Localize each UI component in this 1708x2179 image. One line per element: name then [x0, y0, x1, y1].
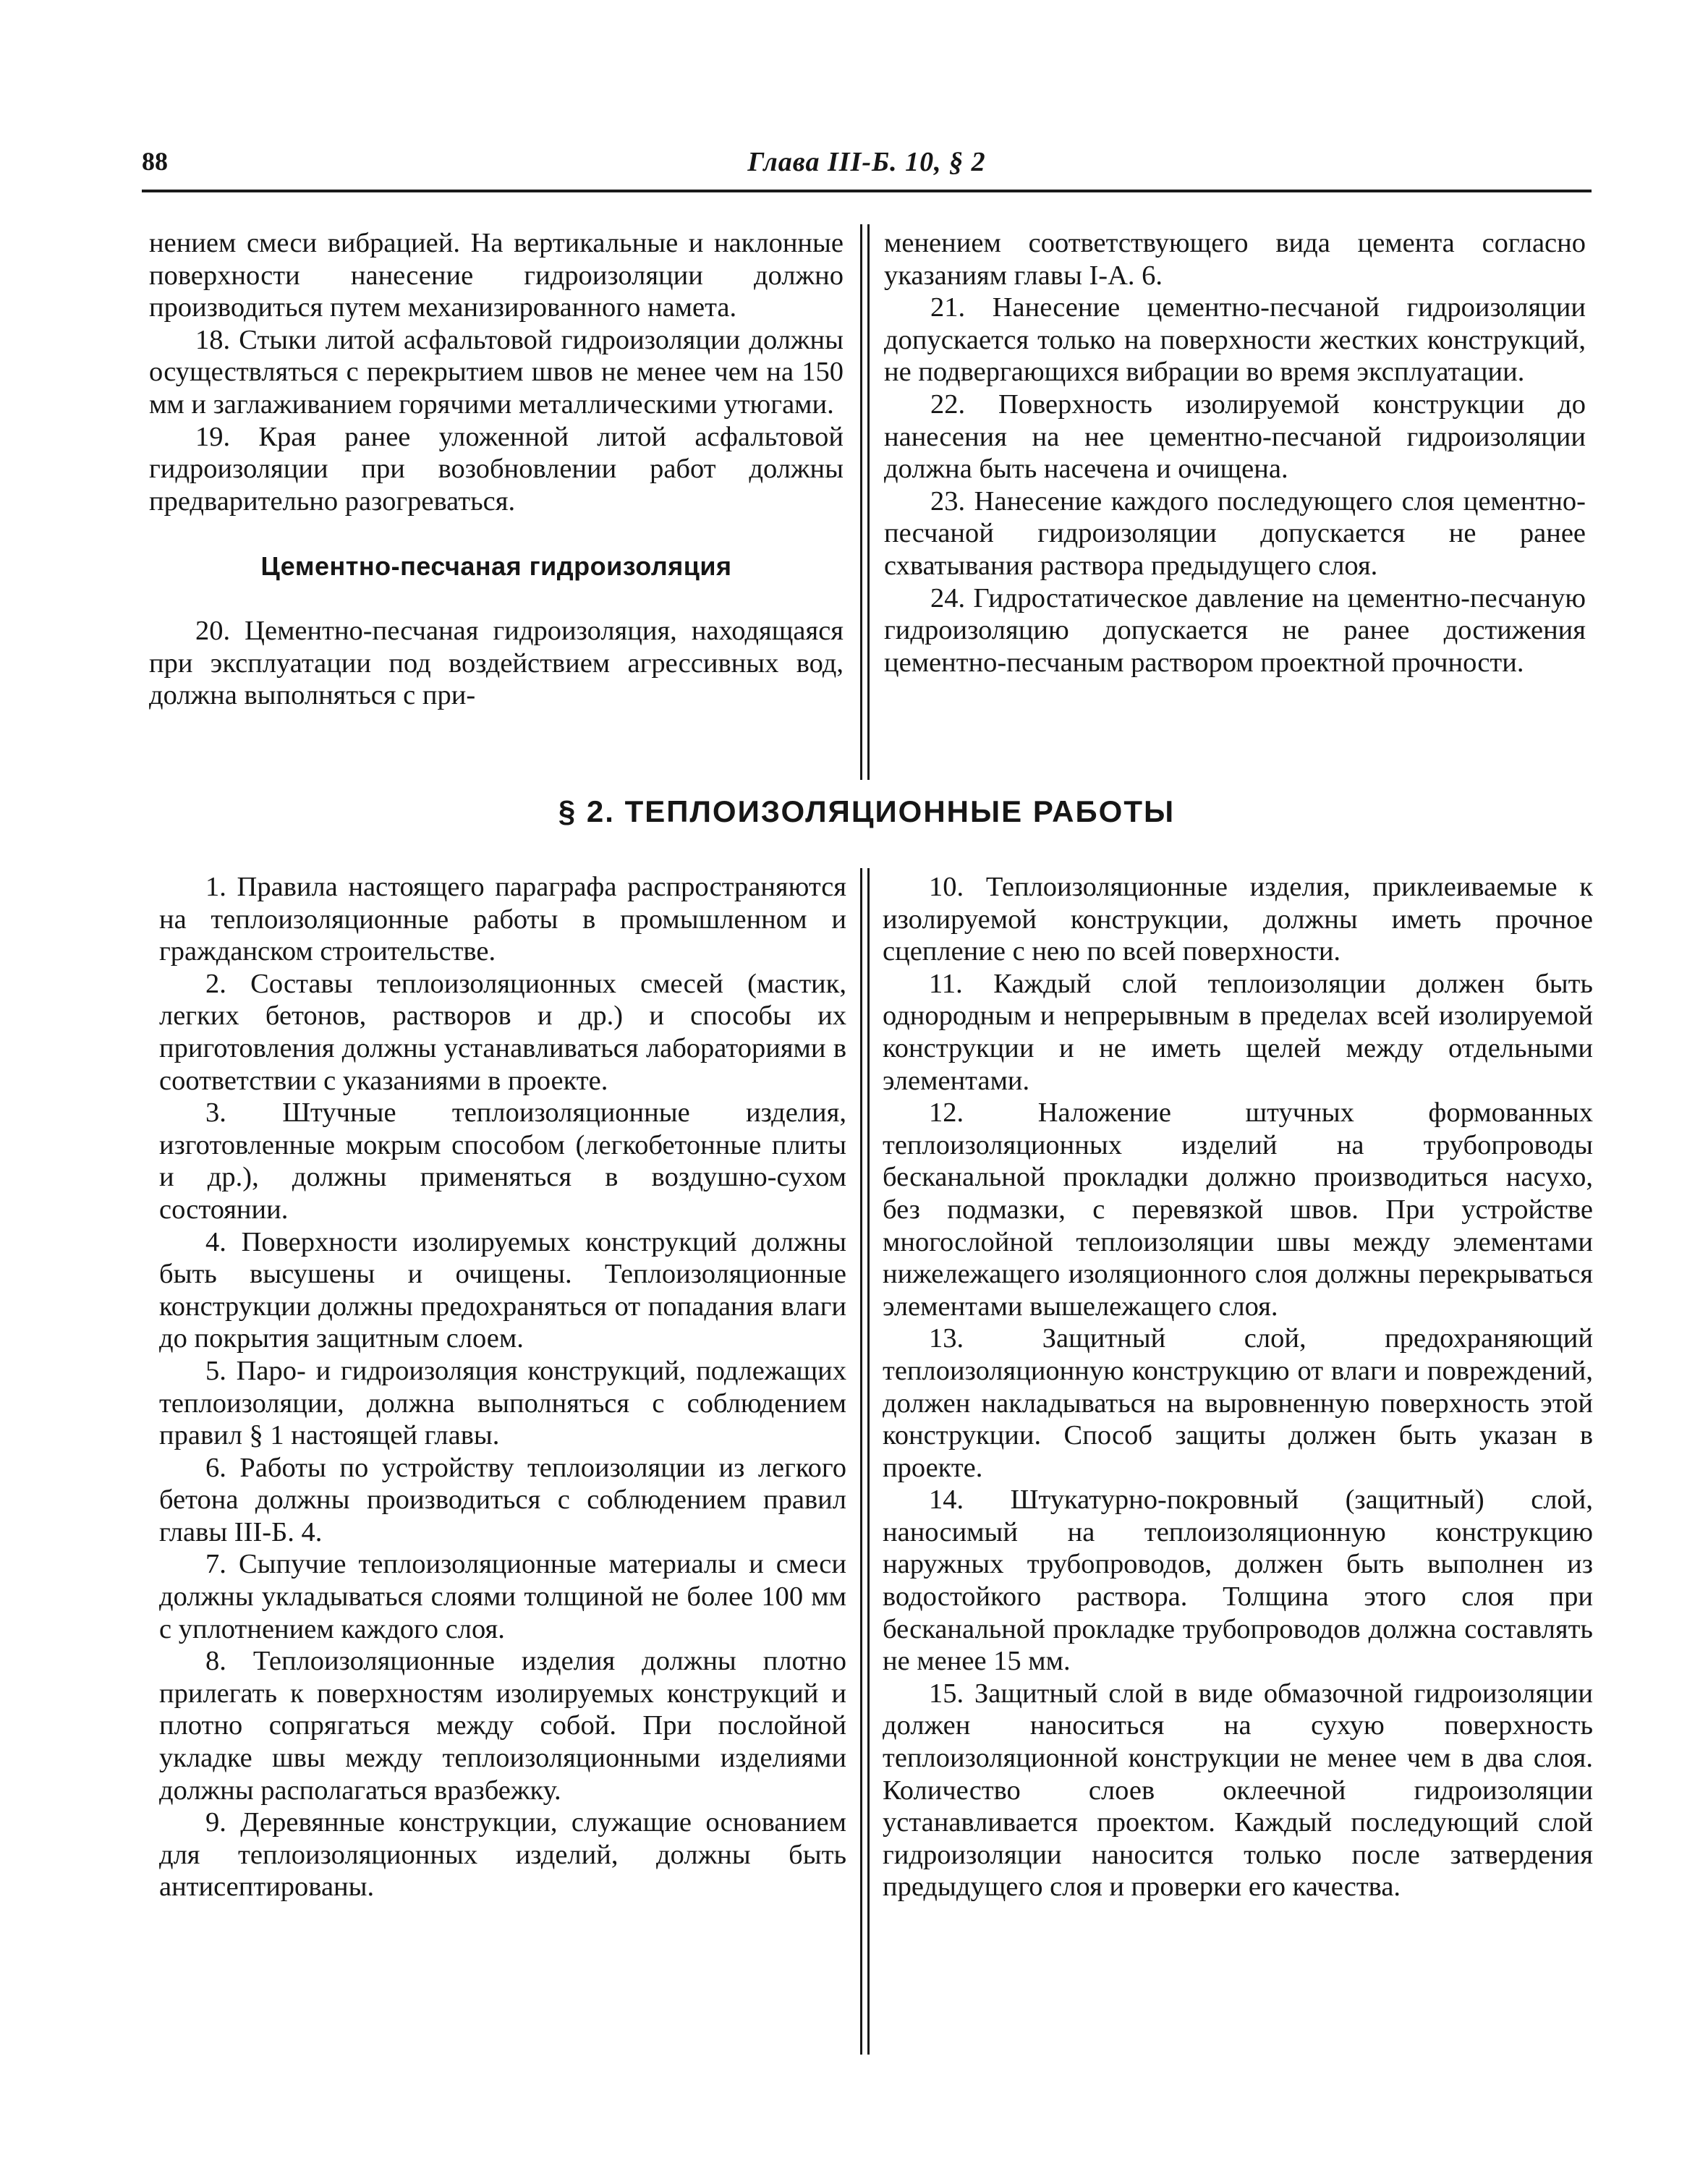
running-head	[142, 137, 1592, 182]
paragraph-2: 2. Составы теплоизоляционных смесей (мастик, легких бетонов, растворов и др.) и способы их приготовления должны устанавливаться лабораториями в соответствии с указаниями в проекте.	[159, 968, 846, 1096]
paragraph-18: 18. Стыки литой асфальтовой гидроизоляции должны осуществляться с перекрытием швов не менее чем на 150 мм и заглаживанием горячими металлическими утюгами.	[149, 324, 844, 420]
paragraph-continuation: нением смеси вибрацией. На вертикальные и наклонные поверхности нанесение гидроизоляции должно производиться путем механизированного намета.	[149, 228, 844, 323]
top-right-column	[884, 227, 1586, 679]
subsection-heading: Цементно-песчаная гидроизоляция	[260, 551, 732, 582]
paragraph-20: 20. Цементно-песчаная гидроизоляция, находящаяся при эксплуатации под воздействием агрессивных вод, должна выполняться с при-	[149, 615, 844, 711]
paragraph-19: 19. Края ранее уложенной литой асфальтовой гидроизоляции при возобновлении работ должны предварительно разогреваться.	[149, 421, 844, 517]
chapter-reference: Глава III-Б. 10, § 2	[747, 147, 986, 177]
paragraph-13: 13. Защитный слой, предохраняющий теплоизоляционную конструкцию от влаги и повреждений, должен накладываться на выровненную поверхность этой конструкции. Способ защиты должен быть указан в проекте.	[883, 1323, 1593, 1483]
column-divider	[867, 224, 870, 780]
column-divider	[860, 868, 862, 2055]
paragraph-5: 5. Паро- и гидроизоляция конструкций, подлежащих теплоизоляции, должна выполняться с соблюдением правил § 1 настоящей главы.	[159, 1355, 846, 1451]
bottom-right-column	[883, 871, 1593, 1903]
paragraph-3: 3. Штучные теплоизоляционные изделия, изготовленные мокрым способом (легкобетонные плиты и др.), должны применяться в воздушно-сухом состоянии.	[159, 1097, 846, 1225]
paragraph-23: 23. Нанесение каждого последующего слоя цементно-песчаной гидроизоляции допускается не ранее схватывания раствора предыдущего слоя.	[884, 485, 1586, 581]
paragraph-15: 15. Защитный слой в виде обмазочной гидроизоляции должен наноситься на сухую поверхность теплоизоляционной конструкции не менее чем в два слоя. Количество слоев оклеечной гидроизоляции устанавливается проектом. Каждый последующий слой гидроизоляции наносится только после затвердения предыдущего слоя и проверки его качества.	[883, 1678, 1593, 1903]
paragraph-10: 10. Теплоизоляционные изделия, приклеиваемые к изолируемой конструкции, должны иметь прочное сцепление с нею по всей поверхности.	[883, 872, 1593, 967]
paragraph-9: 9. Деревянные конструкции, служащие основанием для теплоизоляционных изделий, должны быть антисептированы.	[159, 1807, 846, 1903]
paragraph-7: 7. Сыпучие теплоизоляционные материалы и смеси должны укладываться слоями толщиной не более 100 мм с уплотнением каждого слоя.	[159, 1549, 846, 1644]
column-divider	[860, 224, 862, 780]
paragraph-22: 22. Поверхность изолируемой конструкции до нанесения на нее цементно-песчаной гидроизоляции должна быть насечена и очищена.	[884, 388, 1586, 485]
top-left-column	[149, 227, 844, 712]
paragraph-21: 21. Нанесение цементно-песчаной гидроизоляции допускается только на поверхности жестких конструкций, не подвергающихся вибрации во время эксплуатации.	[884, 292, 1586, 388]
header-rule	[142, 190, 1592, 192]
paragraph-24: 24. Гидростатическое давление на цементно-песчаную гидроизоляцию допускается не ранее достижения цементно-песчаным раствором проектной прочности.	[884, 582, 1586, 678]
column-divider	[867, 868, 870, 2055]
paragraph-12: 12. Наложение штучных формованных теплоизоляционных изделий на трубопроводы бесканальной прокладки должно производиться насухо, без подмазки, с перевязкой швов. При устройстве многослойной теплоизоляции швы между элементами нижележащего изоляционного слоя должны перекрываться элементами вышележащего слоя.	[883, 1097, 1593, 1322]
paragraph-6: 6. Работы по устройству теплоизоляции из легкого бетона должны производиться с соблюдением правил главы III-Б. 4.	[159, 1452, 846, 1547]
paragraph-14: 14. Штукатурно-покровный (защитный) слой, наносимый на теплоизоляционную конструкцию наружных трубопроводов, должен быть выполнен из водостойкого раствора. Толщина этого слоя при бесканальной прокладке трубопроводов должна составлять не менее 15 мм.	[883, 1484, 1593, 1677]
paragraph-11: 11. Каждый слой теплоизоляции должен быть однородным и непрерывным в пределах всей изолируемой конструкции и не иметь щелей между отдельными элементами.	[883, 968, 1593, 1096]
section-title: § 2. ТЕПЛОИЗОЛЯЦИОННЫЕ РАБОТЫ	[558, 794, 1176, 828]
paragraph-4: 4. Поверхности изолируемых конструкций должны быть высушены и очищены. Теплоизоляционные конструкции должны предохраняться от попадания влаги до покрытия защитным слоем.	[159, 1226, 846, 1354]
page-number: 88	[142, 147, 168, 176]
paragraph-8: 8. Теплоизоляционные изделия должны плотно прилегать к поверхностям изолируемых конструкций и плотно сопрягаться между собой. При послойной укладке швы между теплоизоляционными изделиями должны располагаться вразбежку.	[159, 1646, 846, 1806]
paragraph-1: 1. Правила настоящего параграфа распространяются на теплоизоляционные работы в промышленном и гражданском строительстве.	[159, 872, 846, 967]
bottom-left-column	[159, 871, 846, 1903]
paragraph-continuation: менением соответствующего вида цемента согласно указаниям главы I-А. 6.	[884, 228, 1586, 291]
